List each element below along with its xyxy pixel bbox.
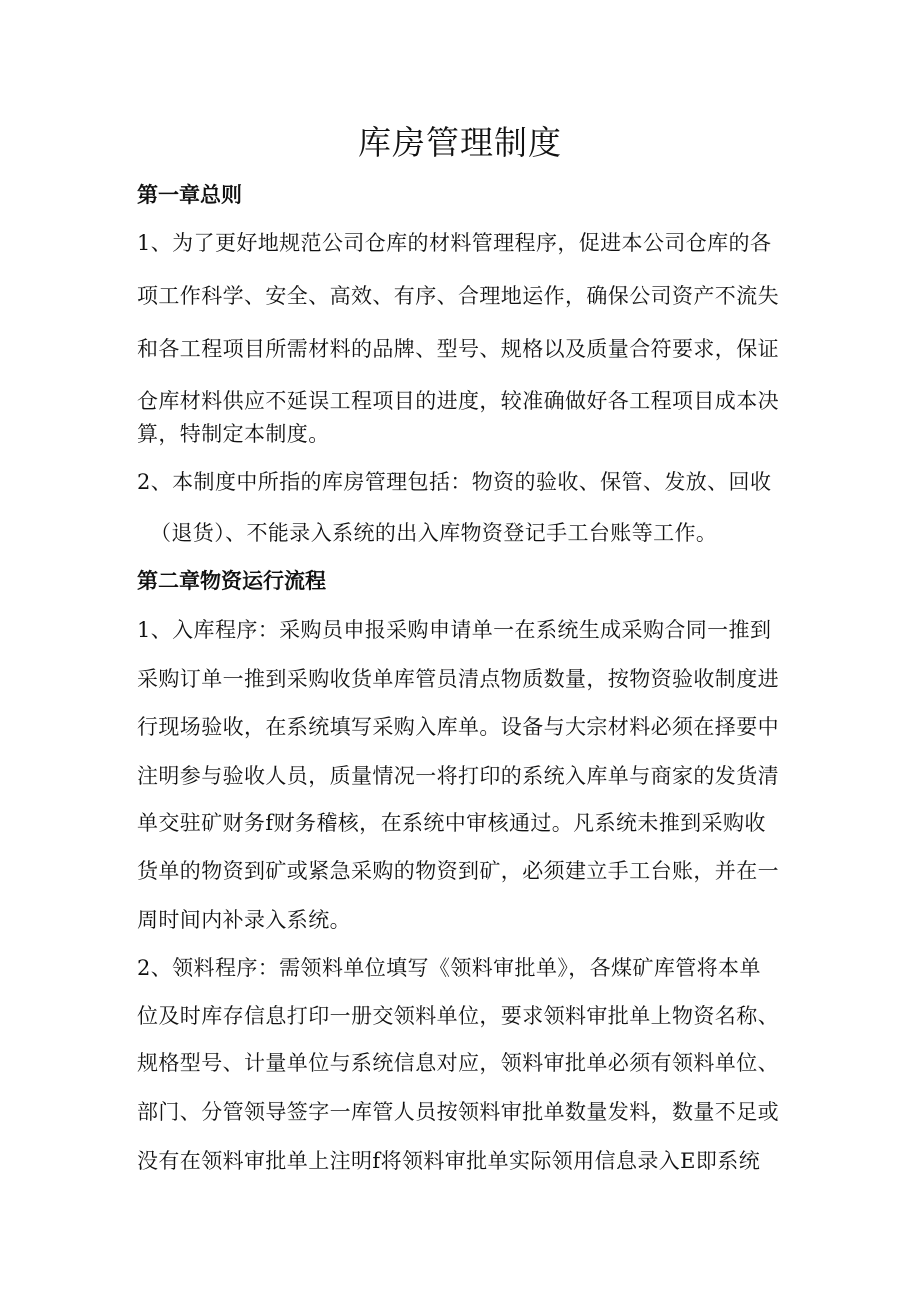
paragraph-line: 位及时库存信息打印一册交领料单位，要求领料审批单上物资名称、 (137, 1004, 779, 1028)
paragraph-line: 部门、分管领导签字一库管人员按领料审批单数量发料，数量不足或 (137, 1100, 779, 1124)
chapter-1-heading: 第一章总则 (137, 183, 242, 207)
chapter-2-heading: 第二章物资运行流程 (137, 569, 326, 593)
paragraph-line: 货单的物资到矿或紧急采购的物资到矿，必须建立手工台账，并在一 (137, 859, 779, 883)
paragraph-line: 项工作科学、安全、高效、有序、合理地运作，确保公司资产不流失 (137, 284, 779, 308)
paragraph-line: 仓库材料供应不延误工程项目的进度，较准确做好各工程项目成本决 (137, 389, 779, 413)
paragraph-line: 没有在领料审批单上注明f将领料审批单实际领用信息录入E即系统 (137, 1149, 761, 1173)
paragraph-line: 行现场验收，在系统填写采购入库单。设备与大宗材料必须在择要中 (137, 715, 779, 739)
paragraph-line: 规格型号、计量单位与系统信息对应，领料审批单必须有领料单位、 (137, 1051, 779, 1075)
paragraph-line: （退货）、不能录入系统的出入库物资登记手工台账等工作。 (150, 521, 718, 545)
paragraph-line: 采购订单一推到采购收货单库管员清点物质数量，按物资验收制度进 (137, 667, 779, 691)
paragraph-line: 注明参与验收人员，质量情况一将打印的系统入库单与商家的发货清 (137, 764, 779, 788)
paragraph-line: 和各工程项目所需材料的品牌、型号、规格以及质量合符要求，保证 (137, 337, 779, 361)
paragraph-line: 2、领料程序：需领料单位填写《领料审批单》，各煤矿库管将本单 (137, 956, 761, 980)
paragraph-line: 1、为了更好地规范公司仓库的材料管理程序，促进本公司仓库的各 (137, 231, 772, 255)
paragraph-line: 单交驻矿财务f财务稽核，在系统中审核通过。凡系统未推到采购收 (137, 811, 766, 835)
document-title: 库房管理制度 (358, 123, 562, 162)
paragraph-line: 周时间内补录入系统。 (137, 908, 351, 932)
paragraph-line: 2、本制度中所指的库房管理包括：物资的验收、保管、发放、回收 (137, 470, 772, 494)
paragraph-line: 1、入库程序：采购员申报采购申请单一在系统生成采购合同一推到 (137, 618, 772, 642)
paragraph-line: 算，特制定本制度。 (137, 422, 330, 446)
